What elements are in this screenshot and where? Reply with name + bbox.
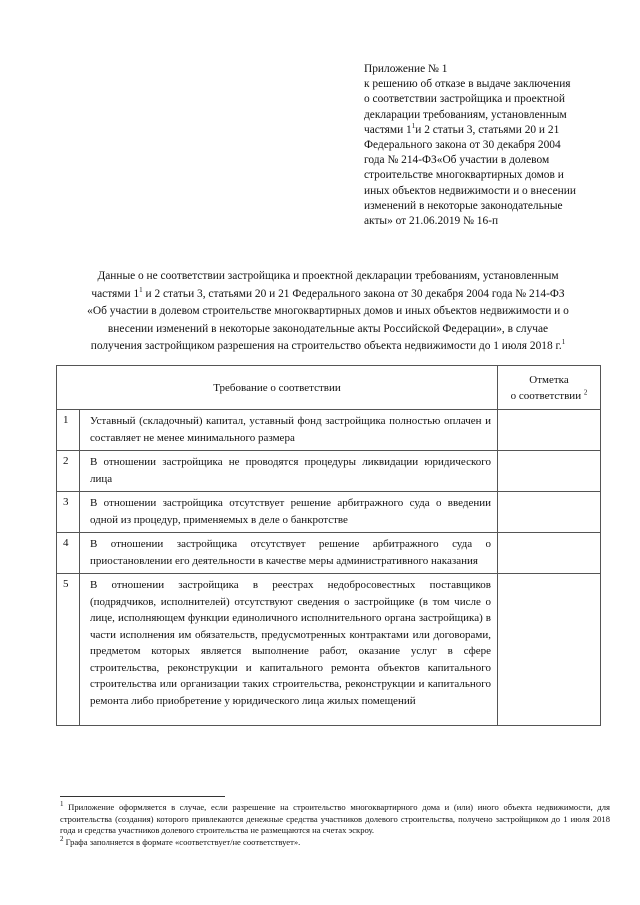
header-mark-text: о соответствии (510, 389, 582, 402)
header-mark-line1: Отметка (529, 373, 569, 386)
appendix-line: декларации требованиям, установленным (364, 108, 567, 121)
appendix-line (364, 123, 612, 138)
title-text: и 2 статьи 3, статьями 20 и 21 Федерального закона от 30 декабря 2004 года № 214-ФЗ (142, 287, 565, 300)
footnote-ref[interactable]: 1 (139, 285, 143, 294)
row-mark-cell[interactable] (498, 492, 601, 533)
footnote-separator (60, 796, 225, 797)
row-mark-cell[interactable] (498, 574, 601, 726)
footnote-text: Приложение оформляется в случае, если разрешение на строительство многоквартирного дома и (или) иного объекта недвижимости, для строительства (создания) которого привлекаются денежные средства участников долевого строительства, получено застройщиком до 1 июля 2018 года и средства участников долевого строительства не размещаются на счетах эскроу. (60, 802, 610, 836)
appendix-line: года № 214-ФЗ«Об участии в долевом (364, 154, 550, 167)
title-text: получения застройщиком разрешения на строительство объекта недвижимости до 1 июля 2018 г. (90, 340, 562, 352)
header-requirement: Требование о соответствии (57, 366, 498, 410)
table-row (57, 410, 601, 451)
appendix-line: строительстве многоквартирных домов и (364, 169, 564, 182)
footnote-mark: 2 (60, 834, 64, 843)
row-requirement: В отношении застройщика отсутствует решение арбитражного суда о введении одной из процедур, применяемых в деле о банкротстве (80, 492, 498, 533)
row-number: 5 (57, 574, 80, 726)
footnote-2 (60, 834, 610, 849)
header-mark-line2 (499, 388, 599, 404)
appendix-header (364, 62, 612, 229)
row-number: 3 (57, 492, 80, 533)
footnote-text: Графа заполняется в формате «соответствует/не соответствует». (63, 836, 301, 847)
title-line: Данные о не соответствии застройщика и проектной декларации требованиям, установленным (97, 270, 559, 282)
row-requirement: Уставный (складочный) капитал, уставный фонд застройщика полностью оплачен и составляет не менее минимального размера (80, 410, 498, 451)
table-row (57, 451, 601, 492)
appendix-line: изменений в некоторые законодательные (364, 199, 563, 212)
table-row (57, 574, 601, 726)
row-requirement: В отношении застройщика в реестрах недобросовестных поставщиков (подрядчиков, исполнителей) отсутствуют сведения о застройщике (в том числе о лице, исполняющем функции единоличного исполнительного органа застройщика) в части исполнения им обязательств, предусмотренных контрактами или договорами, предметом которых является выполнение работ, оказание услуг в сфере строительства, реконструкции и капитального ремонта объектов капитального строительства или организации таких строительства, реконструкции и капитального ремонта либо приобретение у юридического лица жилых помещений (80, 574, 498, 726)
row-number: 1 (57, 410, 80, 451)
row-requirement: В отношении застройщика не проводятся процедуры ликвидации юридического лица (80, 451, 498, 492)
appendix-line: акты» от 21.06.2019 № 16-п (364, 215, 499, 228)
footnote-1 (60, 802, 610, 837)
appendix-line: к решению об отказе в выдаче заключения (364, 78, 571, 91)
table-row (57, 492, 601, 533)
footnote-mark: 1 (60, 800, 64, 809)
requirements-table (56, 365, 601, 726)
title-line (40, 286, 616, 304)
footnotes (60, 802, 610, 848)
row-requirement: В отношении застройщика отсутствует решение арбитражного суда о приостановлении его деятельности в качестве меры административного наказания (80, 533, 498, 574)
title-line (40, 338, 616, 356)
appendix-line: Федерального закона от 30 декабря 2004 (364, 139, 561, 152)
table-header-row (57, 366, 601, 410)
footnote-ref[interactable]: 1 (411, 122, 416, 131)
footnote-ref[interactable]: 1 (561, 338, 566, 347)
appendix-line: иных объектов недвижимости и о внесении (364, 184, 576, 197)
title-line: «Об участии в долевом строительстве многоквартирных домов и иных объектов недвижимости и о (87, 305, 569, 317)
appendix-line: Приложение № 1 (364, 63, 448, 75)
appendix-line: о соответствии застройщика и проектной (364, 93, 565, 106)
appendix-text: частями 1 (364, 123, 412, 136)
row-number: 2 (57, 451, 80, 492)
header-mark (498, 366, 601, 410)
row-mark-cell[interactable] (498, 533, 601, 574)
appendix-text: и 2 статьи 3, статьями 20 и 21 (415, 123, 560, 136)
document-title (40, 268, 616, 356)
row-number: 4 (57, 533, 80, 574)
row-mark-cell[interactable] (498, 410, 601, 451)
row-mark-cell[interactable] (498, 451, 601, 492)
footnote-ref[interactable]: 2 (583, 387, 588, 396)
title-line: внесении изменений в некоторые законодательные акты Российской Федерации», в случае (107, 322, 549, 335)
table-row (57, 533, 601, 574)
title-text: частями 1 (91, 287, 140, 300)
